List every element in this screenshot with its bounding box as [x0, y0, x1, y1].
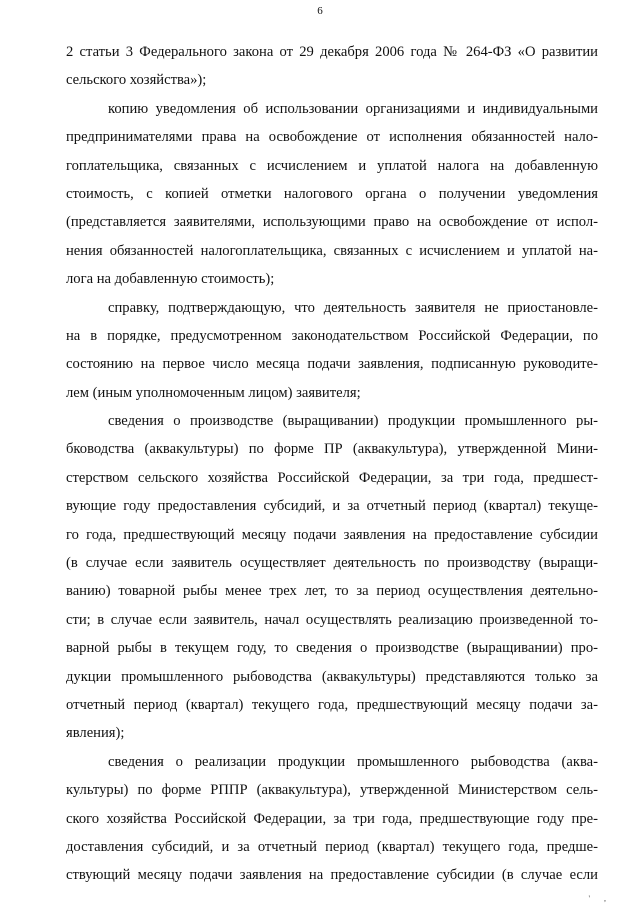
text-line: варной рыбы в текущем году, то сведения о производстве (выращивании) про- — [66, 640, 598, 657]
text-line: лога на добавленную стоимость); — [66, 271, 275, 288]
page-number: 6 — [317, 5, 323, 17]
text-line: го года, предшествующий месяцу подачи заявления на предоставление субсидии — [66, 526, 598, 543]
text-line: 2 статьи 3 Федерального закона от 29 декабря 2006 года № 264-ФЗ «О развитии — [66, 44, 598, 60]
text-line: сти; в случае если заявитель, начал осуществлять реализацию произведенной то- — [66, 611, 598, 628]
text-line: вующие году предоставления субсидий, и за отчетный период (квартал) текуще- — [66, 498, 598, 515]
text-line: стерством сельского хозяйства Российской Федерации, за три года, предшест- — [66, 469, 598, 486]
text-line: на в порядке, предусмотренном законодательством Российской Федерации, по — [66, 327, 598, 344]
text-line: копию уведомления об использовании организациями и индивидуальными — [108, 100, 598, 117]
text-line: бководства (аквакультуры) по форме ПР (аквакультура), утвержденной Мини- — [66, 441, 598, 458]
text-line: справку, подтверждающую, что деятельность заявителя не приостановле- — [108, 299, 598, 316]
text-line: стоимость, с копией отметки налогового органа о получении уведомления — [66, 185, 598, 202]
text-line: (представляется заявителями, использующими право на освобождение от испол- — [66, 214, 598, 231]
text-line: доставления субсидий, и за отчетный период (квартал) текущего года, предше- — [66, 838, 598, 855]
text-line: нения обязанностей налогоплательщика, связанных с исчислением и уплатой на- — [66, 242, 598, 259]
text-line: ствующий месяцу подачи заявления на предоставление субсидии (в случае если — [66, 867, 598, 884]
text-line: отчетный период (квартал) текущего года, предшествующий месяцу подачи за- — [66, 696, 598, 713]
text-line: культуры) по форме РППР (аквакультура), утвержденной Министерством сель- — [66, 782, 598, 799]
scan-marks: ' , — [588, 894, 612, 903]
document-body — [66, 38, 598, 890]
text-line: ванию) товарной рыбы менее трех лет, то за период осуществления деятельно- — [66, 583, 598, 600]
text-line: лем (иным уполномоченным лицом) заявителя; — [66, 384, 361, 401]
text-line: предпринимателями права на освобождение от исполнения обязанностей нало- — [66, 129, 598, 146]
text-line: сведения о производстве (выращивании) продукции промышленного ры- — [108, 413, 598, 430]
text-line: сведения о реализации продукции промышленного рыбоводства (аква- — [108, 753, 598, 770]
text-line: сельского хозяйства»); — [66, 72, 207, 89]
text-line: явления); — [66, 725, 125, 742]
text-line: ского хозяйства Российской Федерации, за три года, предшествующие году пре- — [66, 810, 598, 827]
text-line: гоплательщика, связанных с исчислением и уплатой налога на добавленную — [66, 157, 598, 174]
text-line: дукции промышленного рыбоводства (аквакультуры) представляются только за — [66, 668, 598, 685]
text-line: состоянию на первое число месяца подачи заявления, подписанную руководите- — [66, 356, 598, 373]
text-line: (в случае если заявитель осуществляет деятельность по производству (выращи- — [66, 555, 598, 572]
